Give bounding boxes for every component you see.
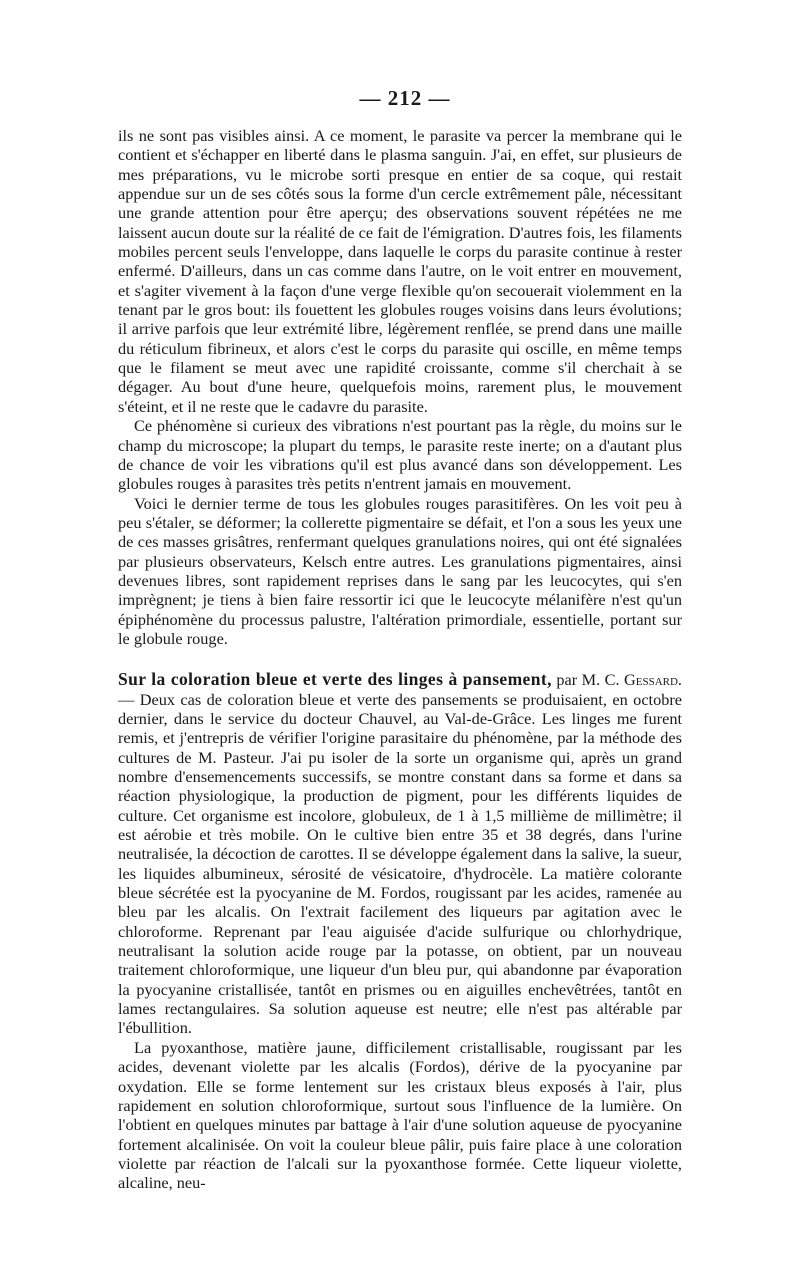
section-second-paragraph: La pyoxanthose, matière jaune, difficilement cristallisable, rougissant par les acides, devenant violette par les alcalis (Fordos), dérive de la pyocyanine par oxydation. Elle se forme lentement sur les cristaux bleus exposés à l'air, plus rapidement en solution chloroformique, surtout sous l'influence de la lumière. On l'obtient en quelques minutes par battage à l'air d'une solution aqueuse de pyocyanine fortement alcalinisée. On voit la couleur bleue pâlir, puis faire place à une coloration violette par réaction de l'alcali sur la pyoxanthose formée. Cette liqueur violette, alcaline, neu- bbox=[118, 1037, 682, 1193]
paragraph-1: ils ne sont pas visibles ainsi. A ce moment, le parasite va percer la membrane qui le contient et s'échapper en liberté dans le plasma sanguin. J'ai, en effet, sur plusieurs de mes préparations, vu le microbe sorti presque en entier de sa coque, qui restait appendue sur un de ses côtés sous la forme d'un cercle extrêmement pâle, nécessitant une grande attention pour être aperçu; des observations souvent répétées ne me laissent aucun doute sur la réalité de ce fait de l'émigration. D'autres fois, les filaments mobiles percent seuls l'enveloppe, dans laquelle le corps du parasite continue à rester enfermé. D'ailleurs, dans un cas comme dans l'autre, on le voit entrer en mouvement, et s'agiter vivement à la façon d'une verge flexible qu'on secouerait violemment en la tenant par le gros bout: ils fouettent les globules rouges voisins dans leurs évolutions; il arrive parfois que leur extrémité libre, légèrement renflée, se prend dans une maille du réticulum fibrineux, et alors c'est le corps du parasite qui oscille, en même temps que le filament se meut avec une rapidité croissante, comme s'il cherchait à se dégager. Au bout d'une heure, quelquefois moins, rarement plus, le mouvement s'éteint, et il ne reste que le cadavre du parasite. bbox=[118, 126, 682, 416]
section-text: . — Deux cas de coloration bleue et verte des pansements se produisaient, en octobre dernier, dans le service du docteur Chauvel, au Val-de-Grâce. Les linges me furent remis, et j'entrepris de vérifier l'origine parasitaire du phénomène, par la méthode des cultures de M. Pasteur. J'ai pu isoler de la sorte un organisme qui, après un grand nombre d'ensemencements successifs, se montre constant dans sa forme et dans sa réaction physiologique, la production de pigment, pour les différents liquides de culture. Cet organisme est incolore, globuleux, de 1 à 1,5 millième de millimètre; il est aérobie et très mobile. On le cultive bien entre 35 et 38 degrés, dans l'urine neutralisée, la décoction de carottes. Il se développe également dans la salive, la sueur, les liquides albumineux, sérosité de vésicatoire, d'hydrocèle. La matière colorante bleue sécrétée est la pyocyanine de M. Fordos, rougissant par les acides, ramenée au bleu par les alcalis. On l'extrait facilement des liqueurs par agitation avec le chloroforme. Reprenant par l'eau aiguisée d'acide sulfurique ou chlorhydrique, neutralisant la solution acide rouge par la potasse, on obtient, par un nouveau traitement chloroformique, une liqueur d'un bleu pur, qui abandonne par évaporation la pyocyanine cristallisée, tantôt en prismes ou en aiguilles enchevêtrées, tantôt en lames rectangulaires. Sa solution aqueuse est neutre; elle n'est pas altérable par l'ébullition. bbox=[118, 670, 682, 1038]
author-prefix: par M. C. bbox=[556, 670, 624, 690]
author-name: Gessard bbox=[623, 670, 678, 690]
section-gap bbox=[118, 648, 682, 670]
page-number: — 212 — bbox=[359, 86, 451, 110]
section-title: Sur la coloration bleue et verte des linges à pansement, bbox=[118, 669, 552, 690]
section-first-paragraph bbox=[118, 670, 682, 1038]
paragraph-2: Ce phénomène si curieux des vibrations n'est pourtant pas la règle, du moins sur le champ du microscope; la plupart du temps, le parasite reste inerte; on a d'autant plus de chance de voir les vibrations qu'il est plus avancé dans son développement. Les globules rouges à parasites très petits n'entrent jamais en mouvement. bbox=[118, 416, 682, 494]
body-text bbox=[118, 126, 682, 1193]
document-page bbox=[118, 88, 682, 1193]
paragraph-3: Voici le dernier terme de tous les globules rouges parasitifères. On les voit peu à peu s'étaler, se déformer; la collerette pigmentaire se défait, et l'on a sous les yeux une de ces masses grisâtres, renfermant quelques granulations noires, qui ont été signalées par plusieurs observateurs, Kelsch entre autres. Les granulations pigmentaires, ainsi devenues libres, sont rapidement reprises dans le sang par les leucocytes, qui s'en imprègnent; je tiens à bien faire ressortir ici que le leucocyte mélanifère n'est qu'un épiphénomène du processus palustre, l'altération primordiale, essentielle, portant sur le globule rouge. bbox=[118, 493, 682, 648]
